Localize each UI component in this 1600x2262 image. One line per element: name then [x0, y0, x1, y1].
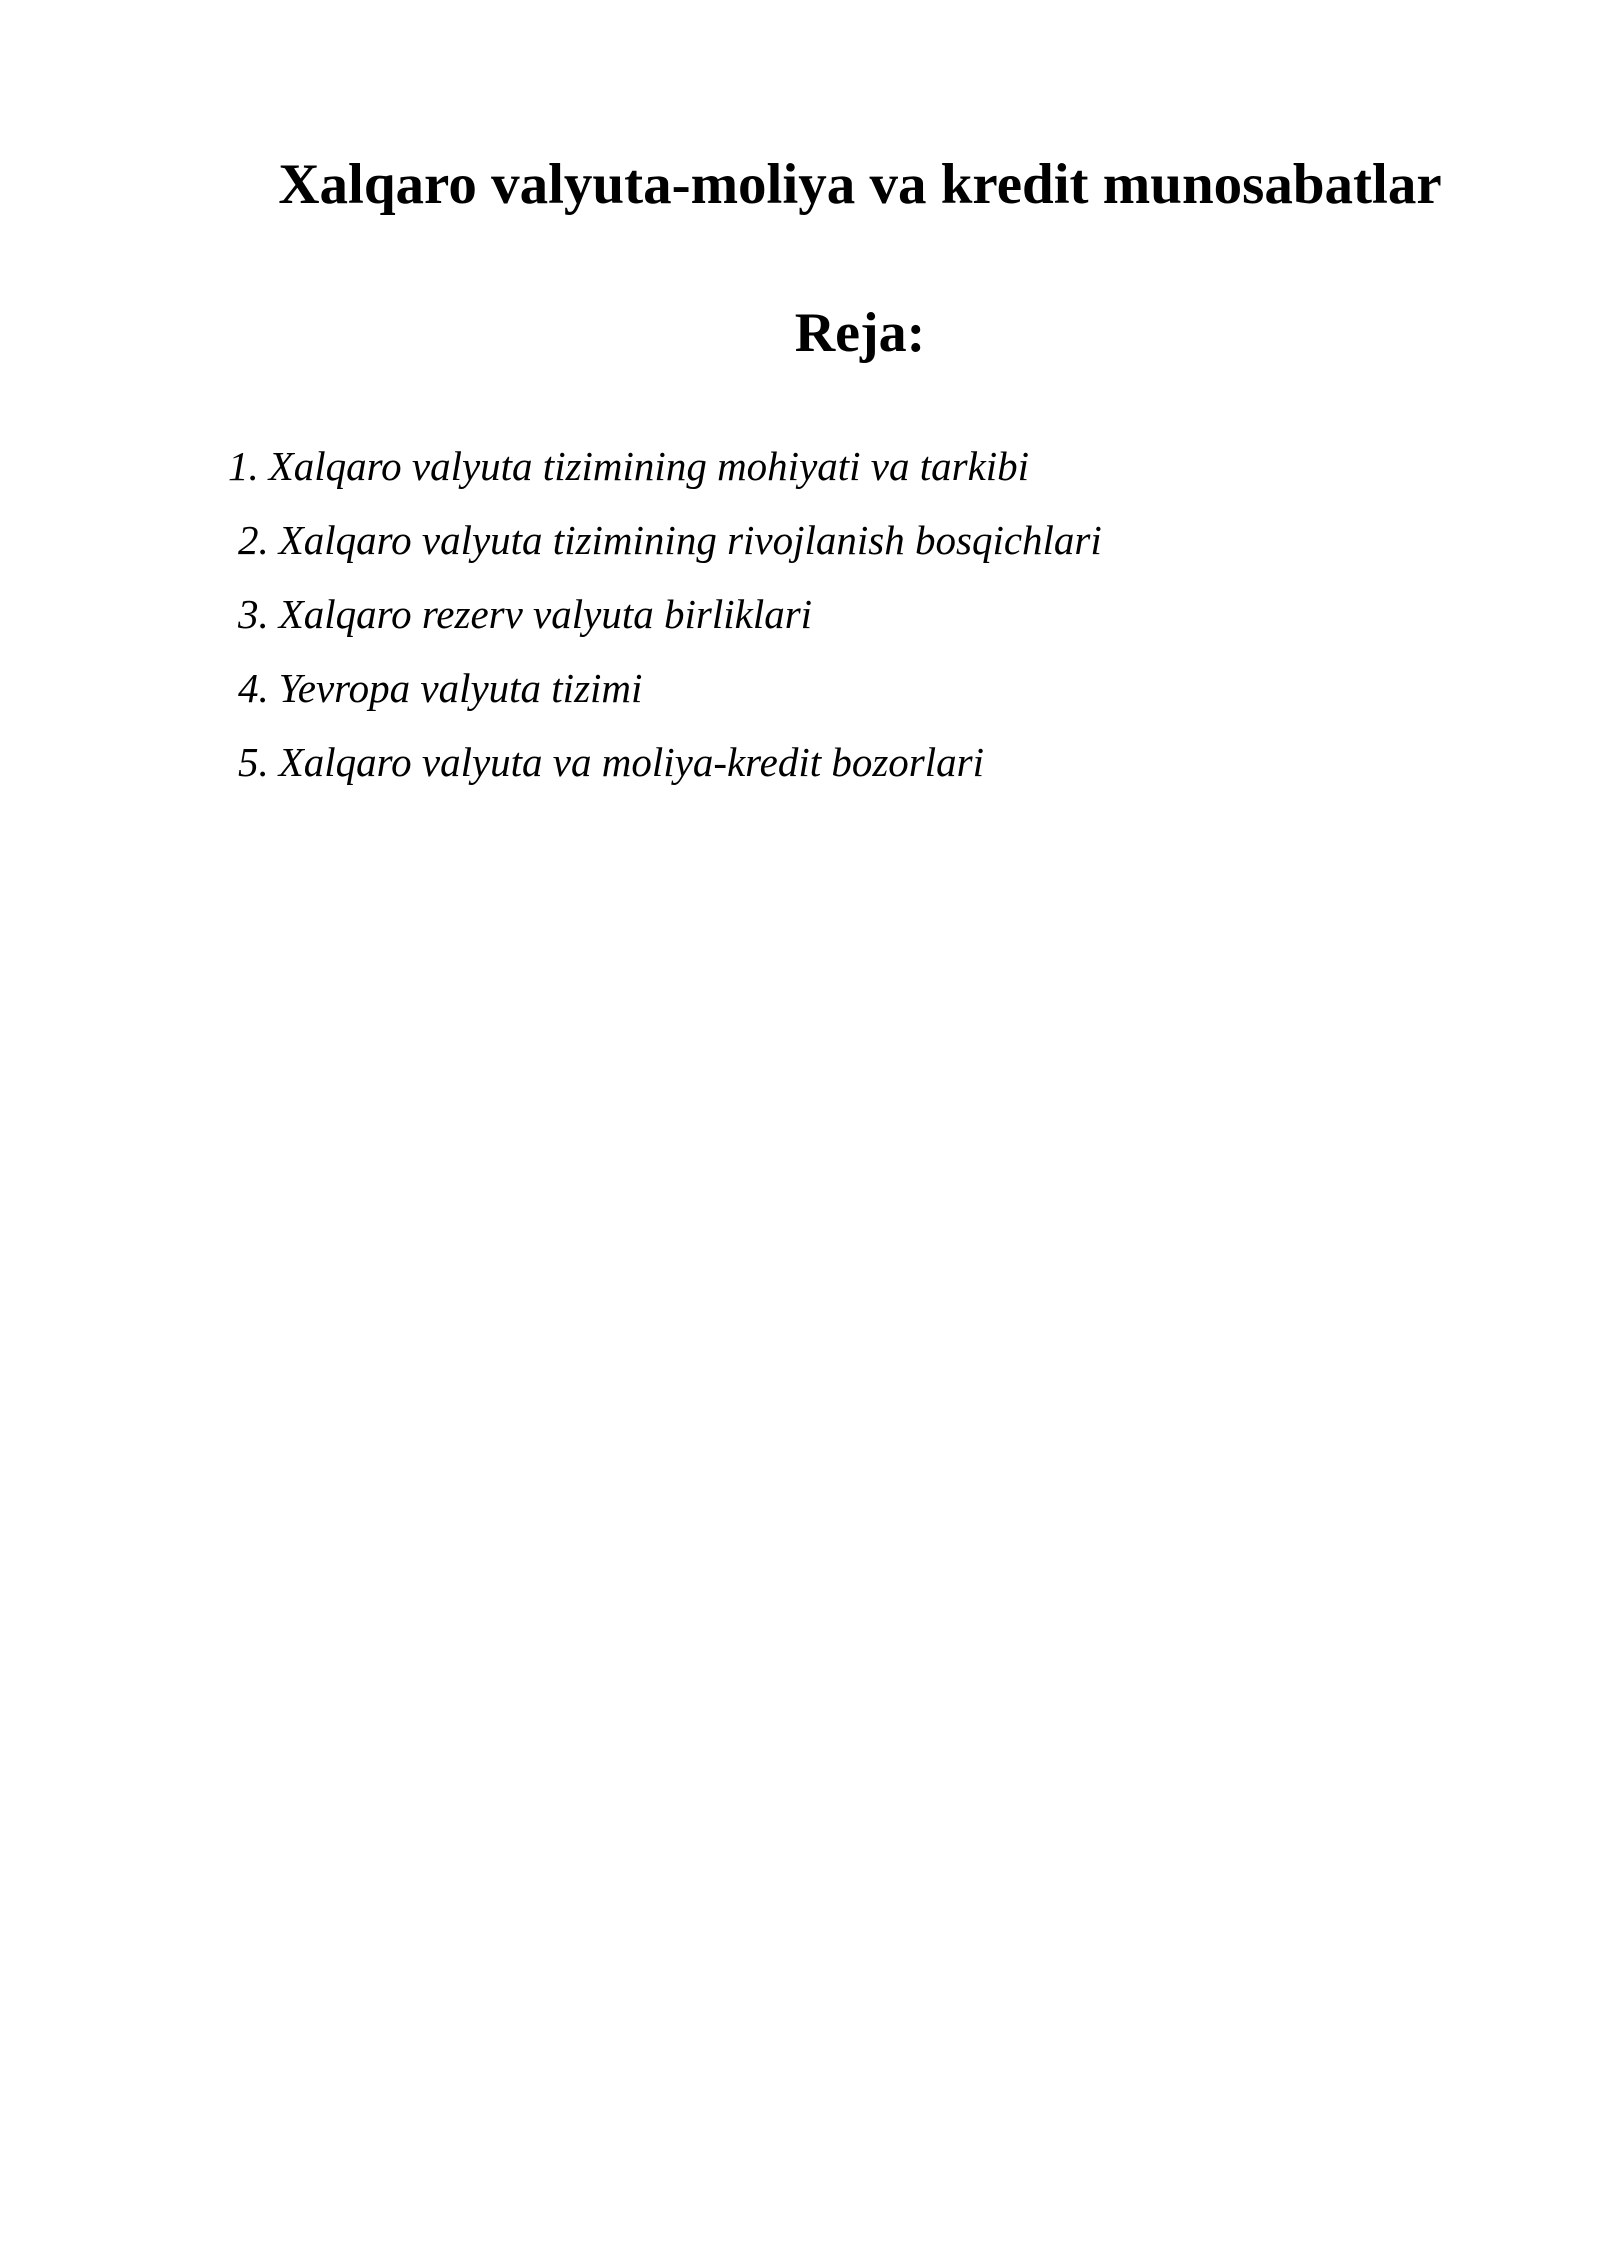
plan-item — [238, 588, 812, 640]
plan-item-text: Xalqaro rezerv valyuta birliklari — [278, 591, 813, 637]
plan-item-number: 4. — [238, 665, 269, 711]
plan-item-number: 3. — [238, 591, 269, 637]
plan-item-number: 1. — [228, 443, 259, 489]
plan-item — [238, 736, 984, 788]
plan-item-number: 2. — [238, 517, 269, 563]
plan-item-text: Xalqaro valyuta tizimining mohiyati va tarkibi — [268, 443, 1030, 489]
plan-heading: Reja: — [794, 302, 926, 364]
plan-item-number: 5. — [238, 739, 269, 785]
plan-item-text: Yevropa valyuta tizimi — [278, 665, 643, 711]
plan-item — [238, 514, 1102, 566]
plan-item-text: Xalqaro valyuta tizimining rivojlanish bosqichlari — [278, 517, 1102, 563]
document-title: Xalqaro valyuta-moliya va kredit munosabatlar — [278, 153, 1442, 216]
plan-item-text: Xalqaro valyuta va moliya-kredit bozorlari — [278, 739, 984, 785]
plan-item — [238, 662, 642, 714]
plan-item — [228, 440, 1029, 492]
